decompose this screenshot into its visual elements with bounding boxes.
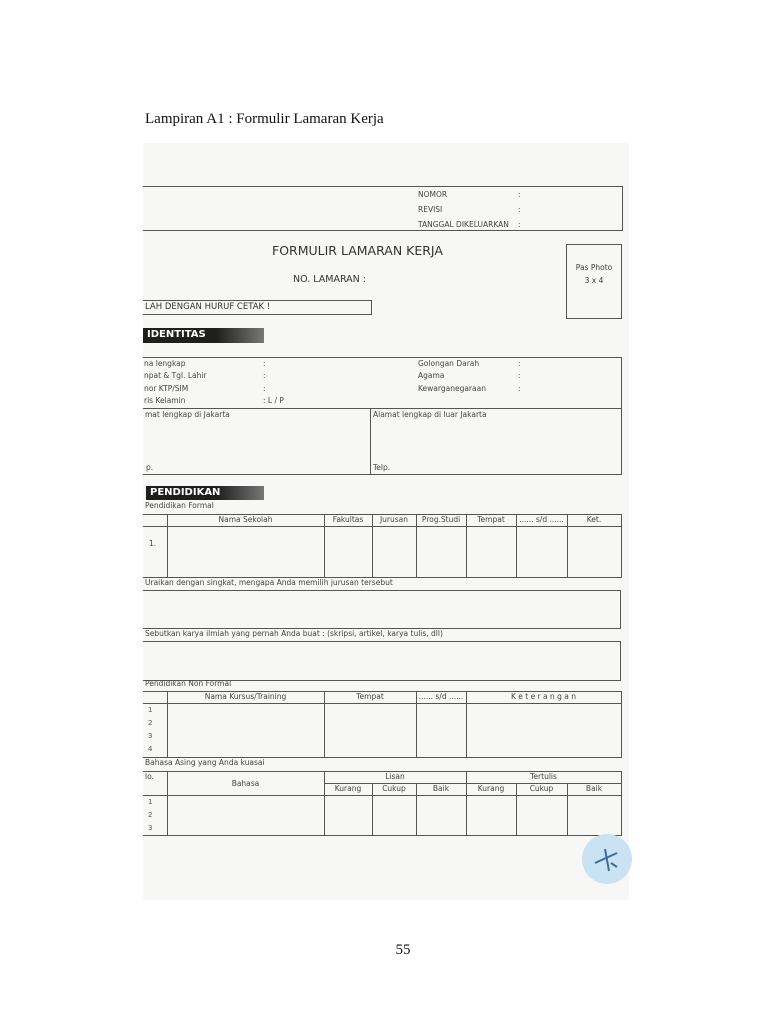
cell <box>416 796 466 836</box>
col-no <box>143 692 167 704</box>
colon: : <box>263 383 266 393</box>
address-jakarta-box <box>143 408 371 475</box>
col-periode: ...... s/d ...... <box>516 515 567 527</box>
nonformal-label: Pendidikan Non Formal <box>145 679 232 688</box>
row-number: 3 <box>148 824 153 832</box>
row-numbers <box>143 704 167 758</box>
cell <box>516 527 567 578</box>
no-lamaran: NO. LAMARAN : <box>293 274 366 285</box>
field-nama: na lengkap <box>144 359 186 368</box>
cell <box>324 796 372 836</box>
col-no: lo. <box>143 772 167 796</box>
photo-box <box>566 244 622 319</box>
formal-education-table <box>143 514 622 578</box>
header-field-revisi: REVISI <box>418 205 443 214</box>
row-number: 1 <box>148 706 153 714</box>
cell <box>372 527 416 578</box>
photo-label: Pas Photo <box>575 263 613 272</box>
row-number: 4 <box>148 745 153 753</box>
cell <box>167 527 324 578</box>
question-karya-ilmiah: Sebutkan karya ilmiah yang pernah Anda buat : (skripsi, artikel, karya tulis, dll) <box>145 629 443 638</box>
col-prog-studi: Prog.Studi <box>416 515 466 527</box>
colon: : <box>518 371 521 381</box>
field-agama: Agama <box>418 371 445 381</box>
cell <box>324 527 372 578</box>
cell <box>567 796 621 836</box>
row-number: 2 <box>148 811 153 819</box>
identitas-box <box>143 357 622 409</box>
page-number: 55 <box>395 942 411 958</box>
col-fakultas: Fakultas <box>324 515 372 527</box>
formal-label: Pendidikan Formal <box>145 501 214 510</box>
identitas-heading: IDENTITAS <box>143 328 264 343</box>
pendidikan-heading: PENDIDIKAN <box>146 486 264 500</box>
nonformal-education-table <box>143 691 622 758</box>
row-number: 3 <box>148 732 153 740</box>
address-outside-box <box>370 408 622 475</box>
col-tertulis-kurang: Kurang <box>466 784 516 796</box>
field-kewarganegaraan: Kewarganegaraan <box>418 383 486 393</box>
row-number: 1 <box>148 798 153 806</box>
col-lisan-baik: Baik <box>416 784 466 796</box>
colon: : <box>263 359 266 368</box>
cell <box>416 527 466 578</box>
identitas-right-labels <box>418 358 486 395</box>
row-number: 2 <box>148 719 153 727</box>
gender-value: : L / P <box>263 395 284 405</box>
colon: : <box>518 205 521 214</box>
col-keterangan: K e t e r a n g a n <box>466 692 621 704</box>
row-numbers <box>143 796 167 836</box>
colon: : <box>518 220 521 229</box>
cell <box>567 527 621 578</box>
col-tertulis: Tertulis <box>466 772 621 784</box>
cell <box>416 704 466 758</box>
form-title: FORMULIR LAMARAN KERJA <box>272 243 443 258</box>
bahasa-label: Bahasa Asing yang Anda kuasai <box>145 758 265 767</box>
cell <box>516 796 567 836</box>
photo-size: 3 x 4 <box>584 276 604 285</box>
field-tempat-tgl-lahir: npat & Tgl. Lahir <box>144 371 207 381</box>
cell <box>372 796 416 836</box>
telp-right-label: Telp. <box>373 463 391 472</box>
cell <box>324 704 416 758</box>
caption: Lampiran A1 : Formulir Lamaran Kerja <box>145 111 384 127</box>
col-nama-kursus: Nama Kursus/Training <box>167 692 324 704</box>
airline-logo-icon <box>581 833 633 885</box>
field-golongan-darah: Golongan Darah <box>418 359 480 368</box>
colon: : <box>263 371 266 381</box>
cell <box>466 527 516 578</box>
col-lisan-cukup: Cukup <box>372 784 416 796</box>
identitas-left-labels <box>144 358 207 407</box>
col-jurusan: Jurusan <box>372 515 416 527</box>
col-ket: Ket. <box>567 515 621 527</box>
answer-box-karya <box>143 641 621 681</box>
question-jurusan: Uraikan dengan singkat, mengapa Anda memilih jurusan tersebut <box>145 578 393 587</box>
cell <box>466 704 621 758</box>
col-tempat: Tempat <box>324 692 416 704</box>
col-tempat: Tempat <box>466 515 516 527</box>
cell <box>167 704 324 758</box>
header-field-nomor: NOMOR <box>418 190 448 199</box>
col-nama-sekolah: Nama Sekolah <box>167 515 324 527</box>
cell <box>466 796 516 836</box>
colon: : <box>518 190 521 199</box>
field-ktp: nor KTP/SIM <box>144 383 189 393</box>
instruction-box: LAH DENGAN HURUF CETAK ! <box>143 300 372 315</box>
identitas-right-colons <box>518 358 521 395</box>
col-bahasa: Bahasa <box>167 772 324 796</box>
col-tertulis-baik: Baik <box>567 784 621 796</box>
answer-box-jurusan <box>143 590 621 629</box>
language-table <box>143 771 622 836</box>
form-header-box <box>143 186 623 231</box>
header-fields <box>418 187 509 232</box>
telp-left-label: p. <box>146 463 154 472</box>
address-outside-label: Alamat lengkap di luar Jakarta <box>373 410 487 419</box>
col-no <box>143 515 167 527</box>
col-lisan-kurang: Kurang <box>324 784 372 796</box>
field-jenis-kelamin: ris Kelamin <box>144 395 186 405</box>
col-periode: ...... s/d ...... <box>416 692 466 704</box>
address-jakarta-label: mat lengkap di Jakarta <box>145 410 230 419</box>
row-label: 1. <box>143 527 167 578</box>
header-field-tanggal: TANGGAL DIKELUARKAN <box>418 220 509 229</box>
header-colons <box>518 187 521 232</box>
colon: : <box>518 359 521 368</box>
identitas-left-colons <box>263 358 284 407</box>
colon: : <box>518 383 521 393</box>
col-tertulis-cukup: Cukup <box>516 784 567 796</box>
col-lisan: Lisan <box>324 772 466 784</box>
cell <box>167 796 324 836</box>
